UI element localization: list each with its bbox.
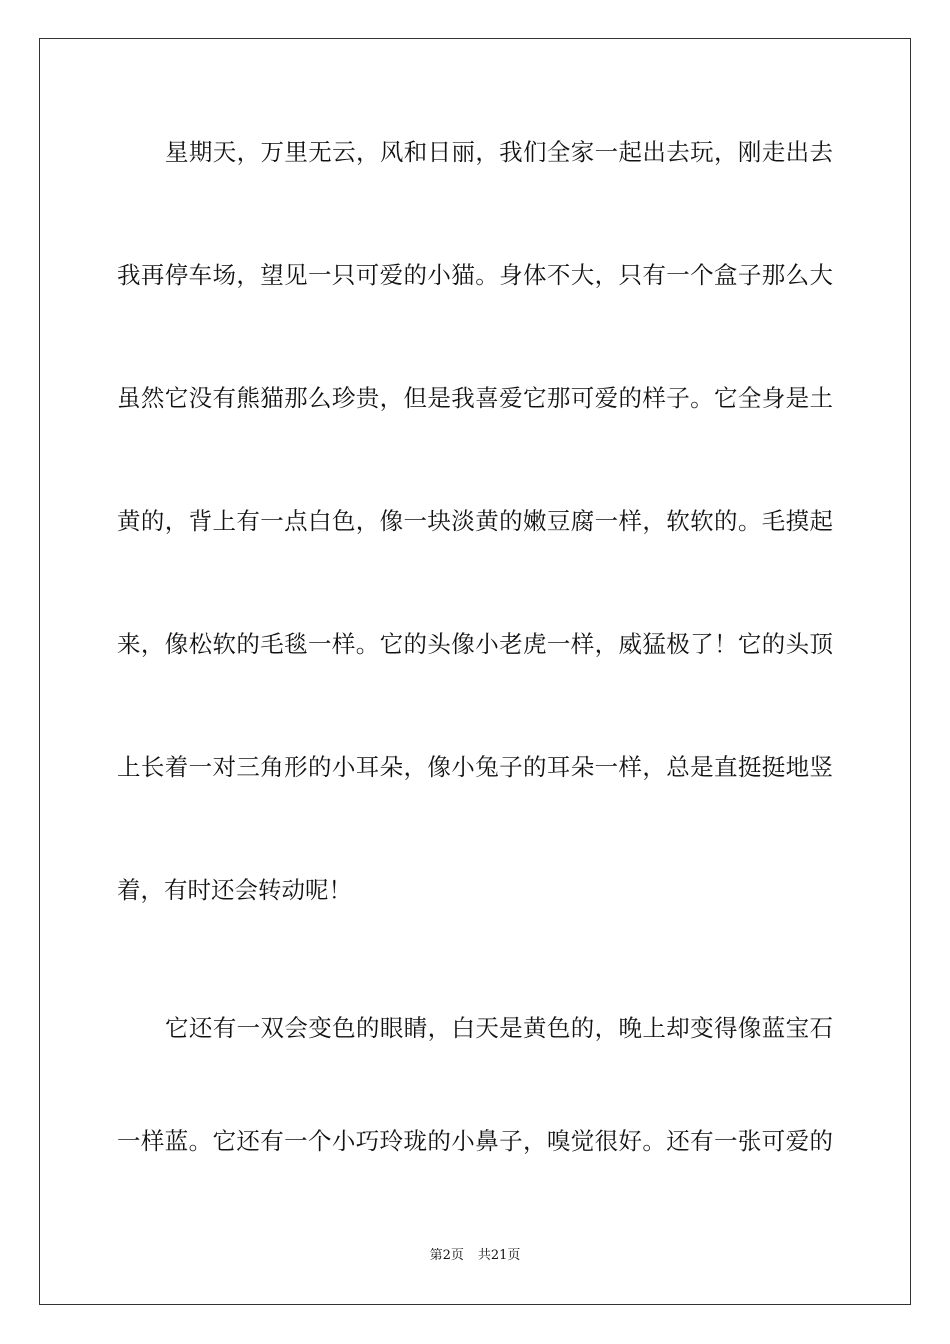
- page-footer: [0, 1247, 950, 1265]
- paragraph-1-line-3: 虽然它没有熊猫那么珍贵，但是我喜爱它那可爱的样子。它全身是土: [117, 384, 833, 412]
- paragraph-1-line-2: 我再停车场，望见一只可爱的小猫。身体不大，只有一个盒子那么大: [117, 261, 833, 289]
- paragraph-1-line-5: 来，像松软的毛毯一样。它的头像小老虎一样，威猛极了！它的头顶: [117, 630, 833, 658]
- paragraph-1-line-4: 黄的，背上有一点白色，像一块淡黄的嫩豆腐一样，软软的。毛摸起: [117, 507, 833, 535]
- paragraph-1-line-1: 星期天，万里无云，风和日丽，我们全家一起出去玩，刚走出去: [165, 138, 833, 166]
- paragraph-1-line-7: 着，有时还会转动呢！: [117, 876, 352, 904]
- paragraph-2-line-1: 它还有一双会变色的眼睛，白天是黄色的，晚上却变得像蓝宝石: [165, 1014, 833, 1042]
- page-total: 共21页: [477, 1248, 521, 1263]
- page-number: 第2页: [429, 1248, 464, 1263]
- paragraph-2-line-2: 一样蓝。它还有一个小巧玲珑的小鼻子，嗅觉很好。还有一张可爱的: [117, 1127, 833, 1155]
- page-border: [39, 38, 911, 1305]
- paragraph-1-line-6: 上长着一对三角形的小耳朵，像小兔子的耳朵一样，总是直挺挺地竖: [117, 753, 833, 781]
